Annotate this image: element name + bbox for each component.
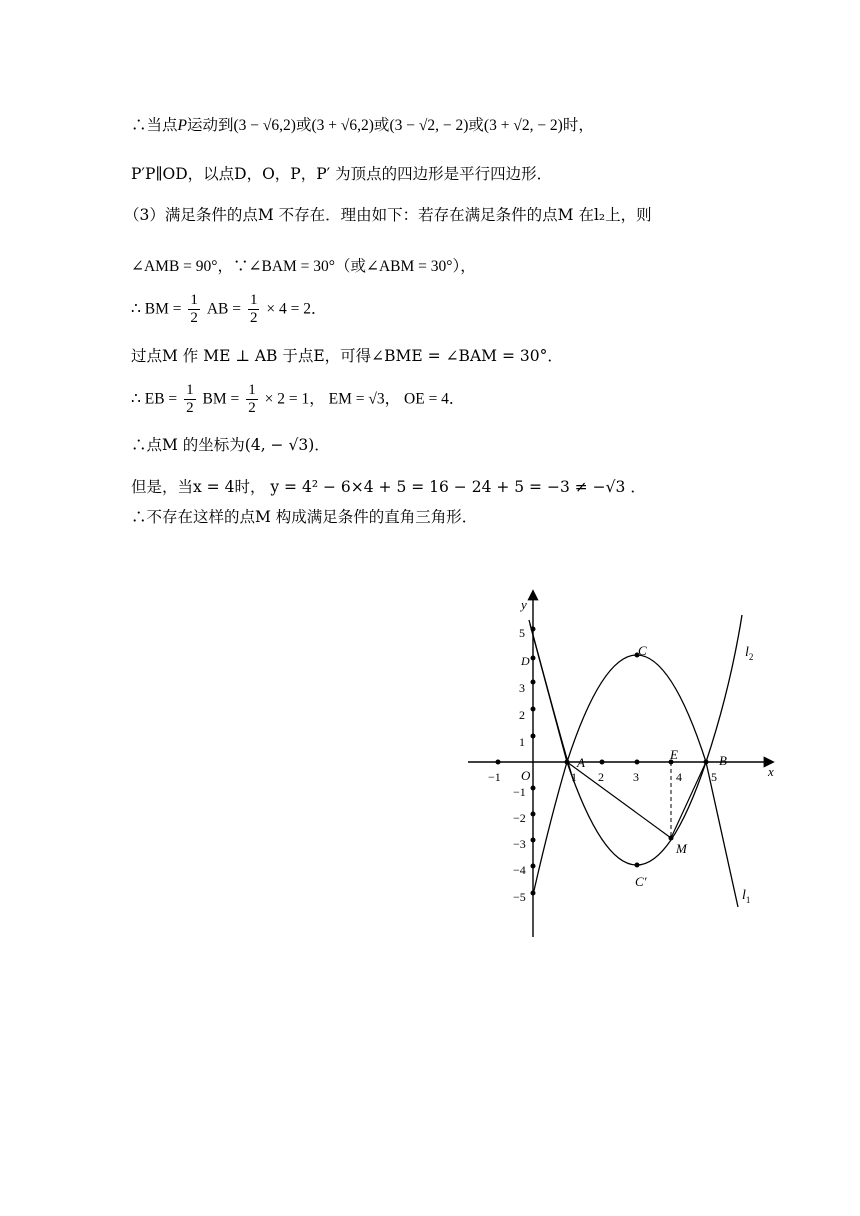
curve-left-branch [530, 624, 567, 762]
y-tick-label: 1 [519, 735, 525, 749]
text-line-4: ∠AMB = 90°，∵∠BAM = 30°（或∠ABM = 30°）， [131, 258, 476, 275]
point-c-prime-label: C′ [635, 874, 647, 889]
point-c-label: C [638, 643, 647, 658]
fraction: $\frac{1}{2}$ [248, 382, 256, 416]
x-tick-label: 4 [676, 770, 682, 784]
tick-dot [531, 627, 536, 632]
text-line-10: ∴不存在这样的点M 构成满足条件的直角三角形． [131, 508, 478, 526]
tick-dot [531, 734, 536, 739]
point-a-label: A [577, 755, 585, 770]
curve-left-down [533, 762, 567, 895]
x-tick-label: 1 [571, 770, 577, 784]
tick-dot [531, 891, 536, 896]
tick-dot [531, 812, 536, 817]
x-tick-label: 5 [711, 770, 717, 784]
point-expr-3: (3 − √2, − 2) [389, 117, 469, 134]
point-b-dot [704, 760, 709, 765]
y-tick-label: −1 [513, 785, 526, 799]
line-l2-label: $l_2$ [745, 645, 754, 662]
y-tick-label: 2 [519, 708, 525, 722]
text-line-5: ∴ BM = $\frac{1}{2}$ AB = $\frac{1}{2}$ × 4 = 2． [131, 292, 327, 326]
tick-dot [600, 760, 605, 765]
text-line-8: ∴点M 的坐标为(4, − √3)． [131, 436, 330, 454]
point-expr-2: (3 + √6,2) [311, 117, 374, 134]
point-m-label: M [676, 841, 687, 856]
point-d-dot [531, 656, 536, 661]
line-l1 [574, 782, 739, 919]
point-c-prime-dot [635, 863, 640, 868]
fraction: $\frac{1}{2}$ [190, 292, 198, 326]
text-line-3: （3）满足条件的点M 不存在．理由如下：若存在满足条件的点M 在l₂上，则 [124, 206, 652, 224]
fraction: $\frac{1}{2}$ [249, 292, 258, 326]
tick-dot [531, 680, 536, 685]
y-tick-label: 3 [519, 681, 525, 695]
origin-label: O [521, 768, 531, 783]
tick-dot [635, 760, 640, 765]
segment-am [567, 762, 671, 838]
text-line-6: 过点M 作 ME ⊥ AB 于点E，可得∠BME = ∠BAM = 30°． [131, 347, 563, 365]
tick-dot [531, 838, 536, 843]
y-tick-label: −4 [513, 863, 526, 877]
y-tick-label: −2 [513, 811, 526, 825]
text-line-1: ∴当点P运动到(3 − √6,2)或(3 + √6,2)或(3 − √2, − 2)或(3 + √2, − 2)时， [131, 116, 594, 134]
y-tick-label: −3 [513, 837, 526, 851]
tick-dot [531, 864, 536, 869]
point-expr-4: (3 + √2, − 2) [483, 117, 563, 134]
text-line-7: ∴ EB = $\frac{1}{2}$ BM = $\frac{1}{2}$ × 2 = 1， EM = √3， OE = 4． [131, 382, 465, 416]
point-m-dot [669, 836, 674, 841]
point-e-label: E [670, 747, 678, 762]
x-axis-label: x [768, 764, 774, 779]
curve-l2 [706, 615, 742, 762]
x-tick-label: 2 [598, 770, 604, 784]
tick-dot [531, 786, 536, 791]
point-b-label: B [719, 753, 727, 768]
point-a-dot [565, 760, 570, 765]
y-tick-label: 5 [519, 626, 525, 640]
x-tick-label: 3 [633, 770, 639, 784]
point-d-label: D [521, 654, 530, 668]
text-line-9: 但是，当x = 4时， y = 4² − 6×4 + 5 = 16 − 24 + 5 = −3 ≠ −√3 ． [131, 478, 646, 496]
point-expr-1: (3 − √6,2) [233, 117, 296, 134]
y-axis-label: y [521, 597, 527, 612]
y-tick-label: −5 [513, 890, 526, 904]
tick-dot [496, 760, 501, 765]
x-tick-label: −1 [488, 770, 501, 784]
fraction: $\frac{1}{2}$ [186, 382, 194, 416]
line-l1-label: $l_1$ [742, 888, 751, 905]
parabola-c [567, 655, 706, 762]
tick-dot [531, 707, 536, 712]
text-line-2: P′P∥OD，以点D，O，P，P′ 为顶点的四边形是平行四边形． [131, 165, 553, 183]
